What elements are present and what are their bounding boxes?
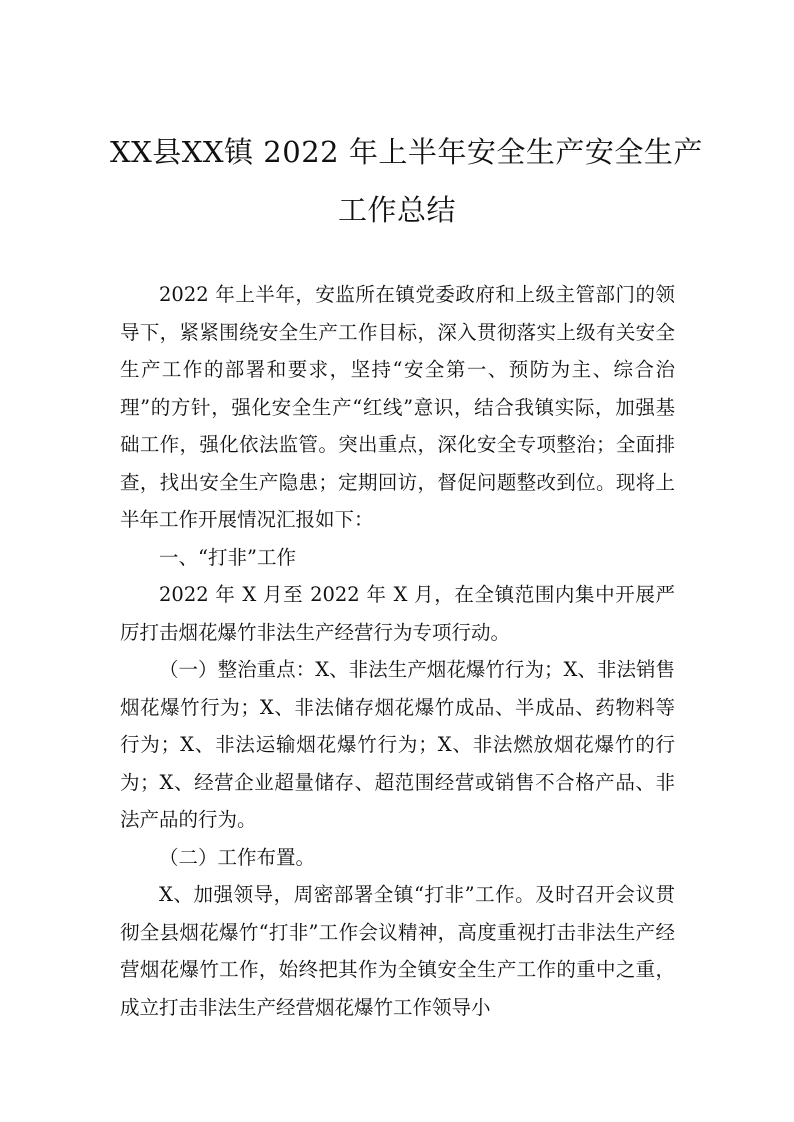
document-title-line-2: 工作总结 bbox=[337, 193, 456, 227]
document-title-line-1: XX县XX镇 2022 年上半年安全生产安全生产 bbox=[110, 135, 703, 169]
intro-paragraph: 2022 年上半年，安监所在镇党委政府和上级主管部门的领导下，紧紧围绕安全生产工作目标，深入贯彻落实上级有关安全生产工作的部署和要求，坚持“安全第一、预防为主、综合治理”的方针，强化安全生产“红线”意识，结合我镇实际，加强基础工作，强化依法监管。突出重点，深化安全专项整治；全面排查，找出安全生产隐患；定期回访，督促问题整改到位。现将上半年工作开展情况汇报如下： bbox=[120, 283, 675, 531]
section-1-paragraph: 2022 年 X 月至 2022 年 X 月，在全镇范围内集中开展严厉打击烟花爆竹非法生产经营行为专项行动。 bbox=[120, 583, 675, 644]
subsection-1-paragraph: （一）整治重点：X、非法生产烟花爆竹行为；X、非法销售烟花爆竹行为；X、非法储存烟花爆竹成品、半成品、药物料等行为；X、非法运输烟花爆竹行为；X、非法燃放烟花爆竹的行为；X、经营企业超量储存、超范围经营或销售不合格产品、非法产品的行为。 bbox=[120, 658, 675, 831]
work-arrangement-paragraph: X、加强领导，周密部署全镇“打非”工作。及时召开会议贯彻全县烟花爆竹“打非”工作会议精神，高度重视打击非法生产经营烟花爆竹工作，始终把其作为全镇安全生产工作的重中之重，成立打击非法生产经营烟花爆竹工作领导小 bbox=[120, 883, 675, 1019]
subsection-2-heading: （二）工作布置。 bbox=[159, 845, 316, 869]
section-heading-1: 一、“打非”工作 bbox=[159, 545, 296, 569]
document-body bbox=[120, 276, 675, 1026]
